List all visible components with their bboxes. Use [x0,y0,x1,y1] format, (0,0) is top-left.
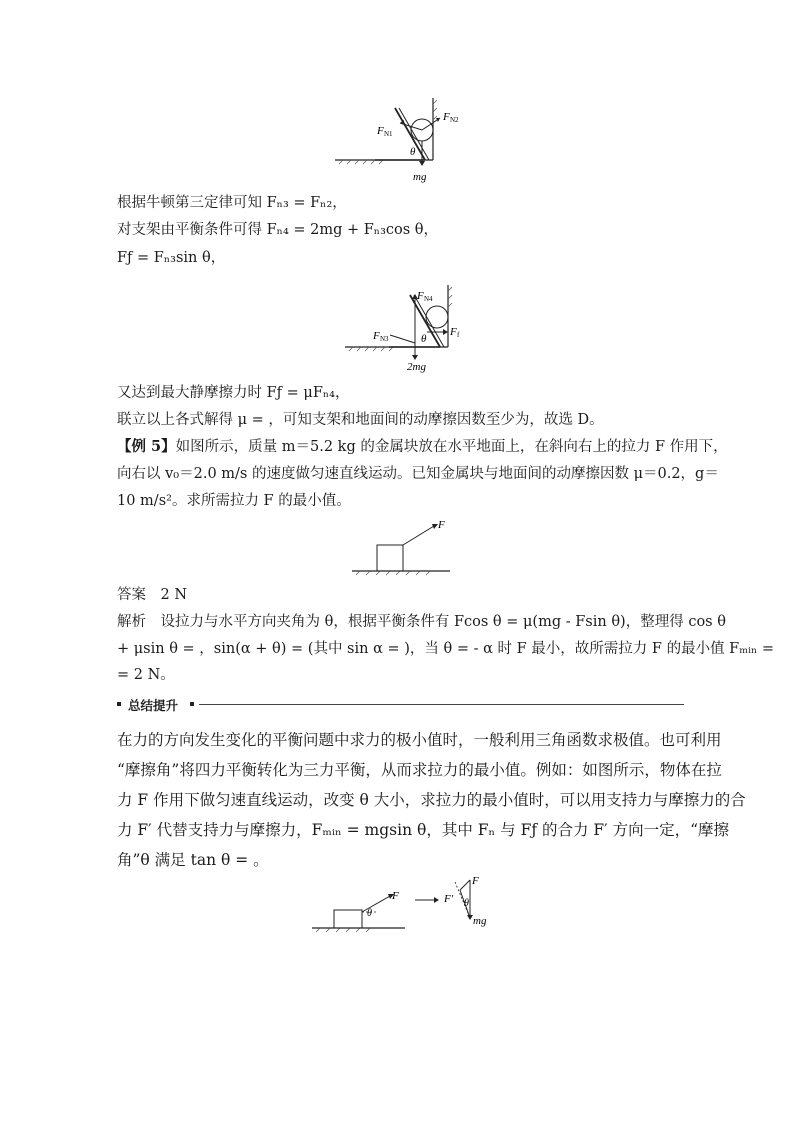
example-tag: 【例 5】 [117,438,176,455]
example-line-2: 向右以 v₀＝2.0 m/s 的速度做匀速直线运动。已知金属块与地面间的动摩擦因数 μ＝0.2，g＝ [117,466,719,482]
mg-label: mg [473,915,487,927]
analysis-line-2: + μsin θ = ，sin(α + θ) = (其中 sin α = )，当 θ = - α 时 F 最小，故所需拉力 F 的最小值 Fₘᵢₙ = [117,641,775,657]
two-mg-label: 2mg [407,361,426,373]
fn1-subscript: N1 [384,130,393,138]
force-f-label: F [392,890,399,902]
figure-ball-wall-forces [335,98,465,183]
example-text-1: 如图所示，质量 m＝5.2 kg 的金属块放在水平地面上，在斜向右上的拉力 F 作用下， [175,439,728,455]
summary-line-3: 力 F 作用下做匀速直线运动，改变 θ 大小，求拉力的最小值时，可以用支持力与摩擦力的合 [117,791,746,809]
analysis-line-3: = 2 N。 [117,667,175,683]
theta-label: θ [367,908,372,919]
f-prime-label: F′ [444,893,454,905]
text-line-3: Fƒ = Fₙ₃sin θ， [117,250,226,266]
summary-line-4: 力 F′ 代替支持力与摩擦力，Fₘᵢₙ = mgsin θ，其中 Fₙ 与 Fƒ 的合力 F′ 方向一定，“摩擦 [117,821,730,839]
fn3-label: F [373,330,380,342]
separator-rule [199,704,684,705]
text-line-1: 根据牛顿第三定律可知 Fₙ₃ = Fₙ₂， [117,195,347,211]
example-line-1 [117,437,728,457]
fn2-subscript: N2 [450,116,459,124]
example-line-3: 10 m/s²。求所需拉力 F 的最小值。 [117,493,351,509]
fn3-subscript: N3 [380,335,389,343]
force-f-label-2: F [472,875,479,887]
text-line-4: 又达到最大静摩擦力时 Fƒ = μFₙ₄， [117,385,350,401]
theta-label: θ [410,146,416,158]
fn4-label: F [417,290,424,302]
theta-label-2: θ [464,898,469,909]
summary-title: 总结提升 [128,698,179,713]
figure-friction-angle [310,872,510,937]
ff-subscript: f [457,331,460,339]
fn1-label: F [377,125,384,137]
answer-line: 答案 2 N [117,587,188,603]
ff-label: F [450,326,457,338]
fn4-subscript: N4 [424,295,433,303]
summary-line-1: 在力的方向发生变化的平衡问题中求力的极小值时，一般利用三角函数求极值。也可利用 [117,731,722,749]
separator-bullet-icon [190,702,194,706]
mg-label: mg [413,171,427,183]
analysis-line-1: 解析 设拉力与水平方向夹角为 θ，根据平衡条件有 Fcos θ = μ(mg - Fsin θ)，整理得 cos θ [117,614,726,630]
figure-bracket-forces [345,285,470,375]
figure-block-pull [350,518,460,580]
summary-line-5: 角”θ 满足 tan θ = 。 [117,851,269,869]
force-f-label: F [438,519,445,531]
text-line-5: 联立以上各式解得 μ = ，可知支架和地面间的动摩擦因数至少为，故选 D。 [117,412,604,428]
separator-bullet-icon [117,702,121,706]
text-line-2: 对支架由平衡条件可得 Fₙ₄ = 2mg + Fₙ₃cos θ， [117,222,439,238]
theta-label: θ [421,333,427,345]
summary-line-2: “摩擦角”将四力平衡转化为三力平衡，从而求拉力的最小值。例如：如图所示，物体在拉 [117,761,722,779]
fn2-label: F [443,111,450,123]
summary-separator [117,696,684,712]
